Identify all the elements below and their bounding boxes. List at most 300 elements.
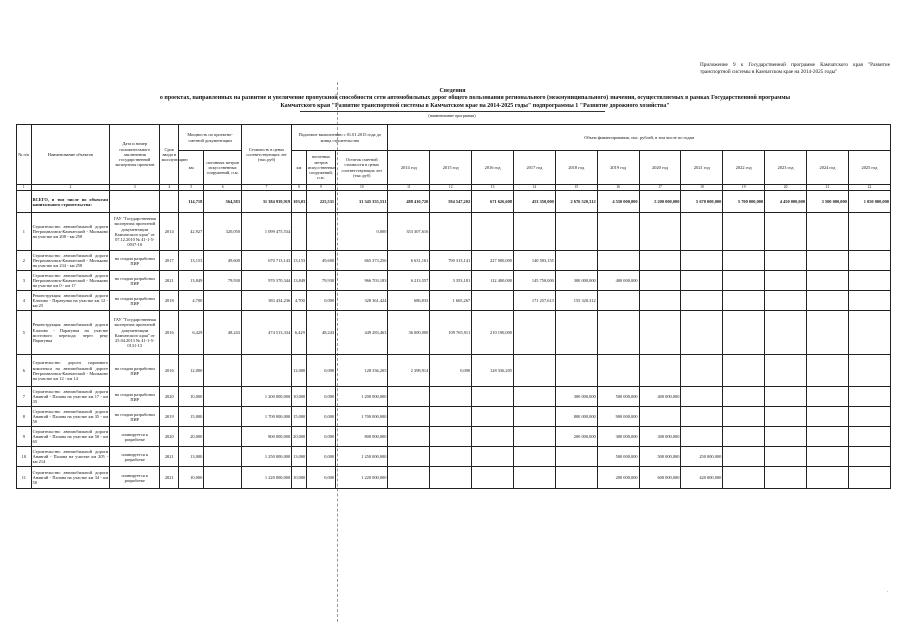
row-year-amount-cell bbox=[639, 355, 681, 387]
row-name-cell: Строительство дороги паромного комплекса на автомобильной дороге Петропавловск-Камчатский - Мильково на участке км 12 - км 14 bbox=[31, 355, 109, 387]
row-num-cell: 8 bbox=[17, 407, 32, 427]
row-year-amount-cell: 500 000,000 bbox=[597, 387, 639, 407]
row-year-amount-cell: 1 050 000,000 bbox=[848, 191, 890, 213]
header-term: Срок ввода в эксплуатацию bbox=[160, 125, 179, 185]
row-name-cell: ВСЕГО, в том числе по объектам капитального строительства: bbox=[31, 191, 109, 213]
row-year-amount-cell bbox=[723, 311, 765, 355]
row-year-amount-cell bbox=[681, 355, 723, 387]
row-remaining-cell: 449 283,463 bbox=[336, 311, 388, 355]
row-km-cell: 20,000 bbox=[179, 427, 204, 447]
row-year-amount-cell: 5 200 000,000 bbox=[639, 191, 681, 213]
table-row bbox=[17, 355, 891, 387]
row-done-km-cell: 4,700 bbox=[292, 291, 307, 311]
row-year-amount-cell bbox=[472, 447, 514, 467]
appendix-note: Приложение 9 к Государственной программе Камчатского края "Развитие транспортной системы в Камчатском крае на 2014-2025 годы" bbox=[700, 62, 890, 75]
row-term-cell: 2021 bbox=[160, 467, 179, 489]
column-number: 13 bbox=[472, 185, 514, 191]
row-year-amount-cell bbox=[639, 213, 681, 251]
row-done-km-cell: 10,000 bbox=[292, 467, 307, 489]
row-name-cell: Реконструкция автомобильной дороги Елизово - Паратунка на участке км 12 - км 25 bbox=[31, 291, 109, 311]
row-year-amount-cell bbox=[807, 311, 849, 355]
row-year-amount-cell: 353 307,616 bbox=[388, 213, 430, 251]
row-year-amount-cell bbox=[807, 251, 849, 271]
row-year-amount-cell: 671 626,608 bbox=[472, 191, 514, 213]
row-year-amount-cell bbox=[555, 311, 597, 355]
row-year-amount-cell bbox=[430, 467, 472, 489]
row-remaining-cell: 1 200 000,000 bbox=[336, 387, 388, 407]
row-term-cell: 2016 bbox=[160, 311, 179, 355]
row-remaining-cell: 328 361,424 bbox=[336, 291, 388, 311]
header-name: Наименование объектов bbox=[31, 125, 109, 185]
row-year-amount-cell bbox=[765, 311, 807, 355]
row-year-amount-cell bbox=[597, 311, 639, 355]
row-year-amount-cell bbox=[681, 291, 723, 311]
row-remaining-cell: 1 250 000,000 bbox=[336, 447, 388, 467]
header-cost: Стоимость в ценах соответствующих лет (тыс.руб) bbox=[241, 125, 291, 185]
row-year-amount-cell bbox=[681, 271, 723, 291]
column-number: 11 bbox=[388, 185, 430, 191]
row-bridges-cell bbox=[204, 407, 242, 427]
row-year-amount-cell bbox=[723, 355, 765, 387]
header-km: км bbox=[179, 151, 204, 185]
row-km-cell: 4,700 bbox=[179, 291, 204, 311]
row-doc-cell: на стадии разработки ПИР bbox=[110, 291, 160, 311]
row-year-amount-cell: 300 000,000 bbox=[597, 427, 639, 447]
row-term-cell: 2017 bbox=[160, 251, 179, 271]
header-year: 2014 год bbox=[388, 151, 430, 185]
table-row bbox=[17, 467, 891, 489]
table-row bbox=[17, 291, 891, 311]
row-bridges-cell: 564,583 bbox=[204, 191, 242, 213]
row-year-amount-cell: 171 257,613 bbox=[514, 291, 556, 311]
row-year-amount-cell: 488 410,720 bbox=[388, 191, 430, 213]
column-number: 5 bbox=[179, 185, 204, 191]
row-year-amount-cell bbox=[514, 355, 556, 387]
header-year: 2023 год bbox=[765, 151, 807, 185]
row-done-bridges-cell: 79,930 bbox=[306, 271, 335, 291]
row-bridges-cell: 48,243 bbox=[204, 311, 242, 355]
header-remaining: Остаток сметной стоимости в ценах соответствующих лет (тыс.руб) bbox=[336, 151, 388, 185]
row-year-amount-cell bbox=[765, 271, 807, 291]
row-year-amount-cell bbox=[555, 355, 597, 387]
row-remaining-cell: 128 336,205 bbox=[336, 355, 388, 387]
column-number: 3 bbox=[110, 185, 160, 191]
row-year-amount-cell bbox=[807, 427, 849, 447]
row-cost-cell: 1 200 000,000 bbox=[241, 387, 291, 407]
row-doc-cell: на стадии разработки ПИР bbox=[110, 251, 160, 271]
row-year-amount-cell: 1 665,267 bbox=[430, 291, 472, 311]
row-done-km-cell: 20,000 bbox=[292, 427, 307, 447]
row-year-amount-cell bbox=[765, 355, 807, 387]
header-year: 2017 год bbox=[514, 151, 556, 185]
column-number: 20 bbox=[765, 185, 807, 191]
row-km-cell: 6,429 bbox=[179, 311, 204, 355]
row-year-amount-cell bbox=[681, 311, 723, 355]
row-year-amount-cell: 36 000,000 bbox=[388, 311, 430, 355]
row-year-amount-cell bbox=[472, 213, 514, 251]
row-done-km-cell: 6,429 bbox=[292, 311, 307, 355]
row-doc-cell: на стадии разработки ПИР bbox=[110, 355, 160, 387]
row-year-amount-cell: 4 550 000,000 bbox=[597, 191, 639, 213]
row-doc-cell bbox=[110, 191, 160, 213]
row-year-amount-cell bbox=[848, 407, 890, 427]
row-year-amount-cell bbox=[514, 311, 556, 355]
row-year-amount-cell: 686,833 bbox=[388, 291, 430, 311]
row-year-amount-cell bbox=[848, 291, 890, 311]
row-cost-cell: 1 250 000,000 bbox=[241, 447, 291, 467]
row-year-amount-cell bbox=[848, 467, 890, 489]
row-year-amount-cell bbox=[514, 467, 556, 489]
table-row bbox=[17, 311, 891, 355]
row-year-amount-cell: 500 000,000 bbox=[639, 447, 681, 467]
row-bridges-cell: 79,930 bbox=[204, 271, 242, 291]
row-year-amount-cell bbox=[681, 387, 723, 407]
header-capacity-group: Мощность по проектно-сметной документации bbox=[179, 125, 242, 151]
row-year-amount-cell bbox=[765, 407, 807, 427]
scan-corner-mark: . bbox=[887, 588, 889, 594]
row-num-cell: 7 bbox=[17, 387, 32, 407]
row-year-amount-cell: 112 400,000 bbox=[472, 271, 514, 291]
row-year-amount-cell: 2 398,914 bbox=[388, 355, 430, 387]
row-year-amount-cell bbox=[681, 427, 723, 447]
row-year-amount-cell: 200 000,000 bbox=[597, 467, 639, 489]
table-row bbox=[17, 427, 891, 447]
row-year-amount-cell bbox=[597, 251, 639, 271]
column-number: 12 bbox=[430, 185, 472, 191]
column-number: 21 bbox=[807, 185, 849, 191]
row-year-amount-cell bbox=[597, 355, 639, 387]
column-number: 4 bbox=[160, 185, 179, 191]
row-year-amount-cell: 420 000,000 bbox=[681, 467, 723, 489]
row-year-amount-cell: 109 765,911 bbox=[430, 311, 472, 355]
row-done-bridges-cell: 0,000 bbox=[306, 427, 335, 447]
row-done-km-cell: 15,000 bbox=[292, 407, 307, 427]
row-doc-cell: ГАУ "Государственная экспертиза проектной документации Камчатского края" от 07.12.2010 № 41-1-5-0037-10 bbox=[110, 213, 160, 251]
row-bridges-cell bbox=[204, 387, 242, 407]
row-year-amount-cell: 300 000,000 bbox=[555, 387, 597, 407]
row-year-amount-cell: 4 450 000,000 bbox=[765, 191, 807, 213]
row-bridges-cell bbox=[204, 467, 242, 489]
row-year-amount-cell: 790 313,141 bbox=[430, 251, 472, 271]
row-year-amount-cell bbox=[472, 387, 514, 407]
row-year-amount-cell bbox=[430, 447, 472, 467]
row-year-amount-cell: 800 000,000 bbox=[555, 407, 597, 427]
row-year-amount-cell bbox=[807, 271, 849, 291]
column-number: 2 bbox=[31, 185, 109, 191]
row-cost-cell: 670 713,143 bbox=[241, 251, 291, 271]
column-number: 19 bbox=[723, 185, 765, 191]
row-num-cell: 10 bbox=[17, 447, 32, 467]
subtitle-underline bbox=[300, 111, 605, 112]
table-body bbox=[17, 185, 891, 489]
column-number: 22 bbox=[848, 185, 890, 191]
row-name-cell: Строительство автомобильной дороги Анавгай - Палана на участке км 17 - км 35 bbox=[31, 387, 109, 407]
row-doc-cell: на стадии разработки ПИР bbox=[110, 407, 160, 427]
row-cost-cell: 383 434,236 bbox=[241, 291, 291, 311]
row-year-amount-cell bbox=[681, 251, 723, 271]
row-done-bridges-cell: 48,243 bbox=[306, 311, 335, 355]
row-done-km-cell: 12,000 bbox=[292, 355, 307, 387]
row-name-cell: Строительство автомобильной дороги Петропавловск-Камчатский - Мильково на участке км 234 - км 258 bbox=[31, 251, 109, 271]
row-remaining-cell: 665 373,256 bbox=[336, 251, 388, 271]
row-num-cell: 4 bbox=[17, 291, 32, 311]
row-year-amount-cell bbox=[723, 387, 765, 407]
row-year-amount-cell bbox=[848, 427, 890, 447]
row-year-amount-cell: 6 213,557 bbox=[388, 271, 430, 291]
row-term-cell: 2014 bbox=[160, 213, 179, 251]
row-done-km-cell: 103,031 bbox=[292, 191, 307, 213]
row-name-cell: Строительство автомобильной дороги Петропавловск-Камчатский - Мильково на участке км 208 - км 258 bbox=[31, 213, 109, 251]
row-year-amount-cell bbox=[848, 213, 890, 251]
row-name-cell: Реконструкция автомобильной дороги Елизово - Паратунка на участке мостового перехода через реку Паратунка bbox=[31, 311, 109, 355]
row-year-amount-cell bbox=[597, 213, 639, 251]
row-year-amount-cell bbox=[639, 311, 681, 355]
header-num: № п/п bbox=[17, 125, 32, 185]
row-year-amount-cell bbox=[723, 291, 765, 311]
row-km-cell: 10,000 bbox=[179, 387, 204, 407]
row-year-amount-cell bbox=[639, 291, 681, 311]
table-row bbox=[17, 407, 891, 427]
table-row bbox=[17, 447, 891, 467]
row-doc-cell: на стадии разработки ПИР bbox=[110, 271, 160, 291]
row-year-amount-cell bbox=[472, 407, 514, 427]
row-cost-cell: 1 220 000,000 bbox=[241, 467, 291, 489]
row-done-bridges-cell: 0,000 bbox=[306, 467, 335, 489]
row-year-amount-cell: 5 670 000,000 bbox=[681, 191, 723, 213]
column-number: 1 bbox=[17, 185, 32, 191]
row-name-cell: Строительство автомобильной дороги Петропавловск-Камчатский - Мильково на участке км 0 - км 17 bbox=[31, 271, 109, 291]
row-remaining-cell: 966 703,183 bbox=[336, 271, 388, 291]
row-year-amount-cell bbox=[807, 467, 849, 489]
header-year: 2019 год bbox=[597, 151, 639, 185]
row-name-cell: Строительство автомобильной дороги Анавгай - Палана на участке км 34 - км 50 bbox=[31, 467, 109, 489]
header-year: 2025 год bbox=[848, 151, 890, 185]
row-cost-cell: 1 700 000,000 bbox=[241, 407, 291, 427]
row-bridges-cell: 320,050 bbox=[204, 213, 242, 251]
header-year: 2018 год bbox=[555, 151, 597, 185]
row-year-amount-cell: 600 000,000 bbox=[639, 467, 681, 489]
header-year: 2024 год bbox=[807, 151, 849, 185]
row-done-km-cell: 13,153 bbox=[292, 251, 307, 271]
row-year-amount-cell bbox=[388, 467, 430, 489]
row-cost-cell bbox=[241, 355, 291, 387]
row-year-amount-cell: 400 000,000 bbox=[597, 271, 639, 291]
row-year-amount-cell bbox=[514, 407, 556, 427]
row-year-amount-cell bbox=[514, 447, 556, 467]
row-term-cell: 2018 bbox=[160, 291, 179, 311]
row-year-amount-cell: 3 353,181 bbox=[430, 271, 472, 291]
row-bridges-cell bbox=[204, 291, 242, 311]
document-title: Сведения bbox=[439, 88, 466, 94]
row-year-amount-cell bbox=[597, 291, 639, 311]
row-year-amount-cell bbox=[472, 291, 514, 311]
row-year-amount-cell bbox=[807, 447, 849, 467]
row-done-bridges-cell: 0,000 bbox=[306, 387, 335, 407]
row-done-km-cell: 10,000 bbox=[292, 387, 307, 407]
row-name-cell: Строительство автомобильной дороги Анавгай - Палана на участке км 50 - км 65 bbox=[31, 427, 109, 447]
table-row bbox=[17, 213, 891, 251]
row-year-amount-cell bbox=[848, 355, 890, 387]
row-term-cell: 2019 bbox=[160, 407, 179, 427]
column-number: 14 bbox=[514, 185, 556, 191]
row-km-cell: 10,000 bbox=[179, 467, 204, 489]
row-year-amount-cell: 128 336,205 bbox=[472, 355, 514, 387]
row-year-amount-cell: 0,000 bbox=[430, 355, 472, 387]
row-bridges-cell bbox=[204, 447, 242, 467]
row-year-amount-cell bbox=[848, 387, 890, 407]
row-year-amount-cell bbox=[555, 251, 597, 271]
column-number: 8 bbox=[292, 185, 307, 191]
row-year-amount-cell bbox=[681, 407, 723, 427]
row-year-amount-cell: 500 000,000 bbox=[597, 447, 639, 467]
row-year-amount-cell bbox=[723, 447, 765, 467]
row-done-bridges-cell: 0,000 bbox=[306, 407, 335, 427]
column-number: 10 bbox=[336, 185, 388, 191]
row-year-amount-cell: 2 676 520,312 bbox=[555, 191, 597, 213]
row-year-amount-cell bbox=[765, 447, 807, 467]
row-year-amount-cell: 3 500 000,000 bbox=[807, 191, 849, 213]
row-year-amount-cell bbox=[430, 387, 472, 407]
row-year-amount-cell: 140 583,155 bbox=[514, 251, 556, 271]
row-done-bridges-cell: 49,600 bbox=[306, 251, 335, 271]
program-name-note: (наименование программы) bbox=[428, 113, 476, 118]
row-year-amount-cell: 453 350,000 bbox=[514, 191, 556, 213]
row-year-amount-cell bbox=[388, 387, 430, 407]
header-bridges: погонных метров искусственных сооружений, п.м. bbox=[204, 151, 242, 185]
row-year-amount-cell bbox=[848, 251, 890, 271]
row-year-amount-cell: 300 000,000 bbox=[639, 427, 681, 447]
projects-table bbox=[16, 124, 891, 489]
header-funding-group: Объем финансирования, тыс. рублей, в том числе по годам bbox=[388, 125, 891, 151]
row-year-amount-cell bbox=[848, 311, 890, 355]
row-year-amount-cell bbox=[723, 271, 765, 291]
row-doc-cell: планируется к разработке bbox=[110, 467, 160, 489]
row-year-amount-cell bbox=[514, 213, 556, 251]
row-km-cell: 42,927 bbox=[179, 213, 204, 251]
row-km-cell: 13,153 bbox=[179, 251, 204, 271]
row-doc-cell: планируется к разработке bbox=[110, 427, 160, 447]
row-year-amount-cell: 227 000,000 bbox=[472, 251, 514, 271]
row-km-cell: 12,000 bbox=[179, 355, 204, 387]
row-year-amount-cell bbox=[723, 251, 765, 271]
row-year-amount-cell bbox=[723, 407, 765, 427]
row-year-amount-cell: 145 750,000 bbox=[514, 271, 556, 291]
header-year: 2022 год bbox=[723, 151, 765, 185]
row-done-bridges-cell: 0,000 bbox=[306, 447, 335, 467]
column-number: 16 bbox=[597, 185, 639, 191]
row-done-bridges-cell: 0,000 bbox=[306, 291, 335, 311]
row-done-bridges-cell: 225,531 bbox=[306, 191, 335, 213]
row-done-km-cell: 13,849 bbox=[292, 271, 307, 291]
row-year-amount-cell: 6 631,161 bbox=[388, 251, 430, 271]
row-year-amount-cell: 400 000,000 bbox=[639, 387, 681, 407]
row-year-amount-cell bbox=[514, 387, 556, 407]
row-cost-cell: 800 000,000 bbox=[241, 427, 291, 447]
row-year-amount-cell bbox=[388, 427, 430, 447]
column-number: 7 bbox=[241, 185, 291, 191]
row-done-km-cell: 13,000 bbox=[292, 447, 307, 467]
row-year-amount-cell: 5 700 000,000 bbox=[723, 191, 765, 213]
document-subtitle: о проектах, направленных на развитие и увеличение пропускной способности сети автомобильных дорог общего пользования регионального (межмуниципального) значения, осуществляемых в рамках Государственной программы Камчатского края "Развитие транспортной системы в Камчатском крае на 2014-2025 годы" подпрограммы 1 "Развитие дорожного хозяйства" bbox=[159, 95, 791, 109]
column-number: 6 bbox=[204, 185, 242, 191]
row-year-amount-cell bbox=[807, 387, 849, 407]
row-name-cell: Строительство автомобильной дороги Анавгай - Палана на участке км 205 - км 214 bbox=[31, 447, 109, 467]
row-remaining-cell: 0,000 bbox=[336, 213, 388, 251]
row-bridges-cell bbox=[204, 427, 242, 447]
row-term-cell: 2016 bbox=[160, 355, 179, 387]
row-year-amount-cell: 155 320,312 bbox=[555, 291, 597, 311]
row-bridges-cell: 49,600 bbox=[204, 251, 242, 271]
table-row bbox=[17, 271, 891, 291]
table-row bbox=[17, 251, 891, 271]
row-year-amount-cell bbox=[723, 213, 765, 251]
row-year-amount-cell bbox=[765, 427, 807, 447]
row-year-amount-cell bbox=[639, 251, 681, 271]
row-num-cell: 5 bbox=[17, 311, 32, 355]
row-km-cell: 13,000 bbox=[179, 447, 204, 467]
row-term-cell bbox=[160, 191, 179, 213]
row-year-amount-cell bbox=[472, 427, 514, 447]
table-row bbox=[17, 387, 891, 407]
row-doc-cell: ГАУ "Государственная экспертиза проектной документации Камчатского края" от 25.04.2013 № 41-1-5-0131-13 bbox=[110, 311, 160, 355]
row-year-amount-cell bbox=[765, 213, 807, 251]
row-num-cell: 9 bbox=[17, 427, 32, 447]
row-year-amount-cell bbox=[765, 251, 807, 271]
row-year-amount-cell bbox=[514, 427, 556, 447]
row-num-cell: 3 bbox=[17, 271, 32, 291]
row-remaining-cell: 1 220 000,000 bbox=[336, 467, 388, 489]
row-year-amount-cell bbox=[430, 213, 472, 251]
row-cost-cell: 31 384 939,919 bbox=[241, 191, 291, 213]
header-year: 2021 год bbox=[681, 151, 723, 185]
row-year-amount-cell bbox=[555, 213, 597, 251]
row-year-amount-cell bbox=[430, 427, 472, 447]
row-term-cell: 2020 bbox=[160, 427, 179, 447]
row-num-cell bbox=[17, 191, 32, 213]
row-year-amount-cell bbox=[555, 467, 597, 489]
header-year: 2020 год bbox=[639, 151, 681, 185]
row-year-amount-cell bbox=[388, 447, 430, 467]
column-number: 15 bbox=[555, 185, 597, 191]
row-remaining-cell: 800 000,000 bbox=[336, 427, 388, 447]
row-doc-cell: планируется к разработке bbox=[110, 447, 160, 467]
row-year-amount-cell bbox=[388, 407, 430, 427]
row-year-amount-cell bbox=[807, 407, 849, 427]
row-cost-cell: 970 370,344 bbox=[241, 271, 291, 291]
row-year-amount-cell: 300 000,000 bbox=[555, 271, 597, 291]
row-year-amount-cell: 594 547,202 bbox=[430, 191, 472, 213]
row-year-amount-cell: 210 190,000 bbox=[472, 311, 514, 355]
row-num-cell: 6 bbox=[17, 355, 32, 387]
row-km-cell: 13,849 bbox=[179, 271, 204, 291]
row-num-cell: 2 bbox=[17, 251, 32, 271]
row-year-amount-cell bbox=[848, 271, 890, 291]
row-bridges-cell bbox=[204, 355, 242, 387]
row-year-amount-cell bbox=[807, 355, 849, 387]
row-done-km-cell bbox=[292, 213, 307, 251]
row-year-amount-cell bbox=[723, 427, 765, 447]
header-done-bridges: погонных метров искусственных сооружений, п.м. bbox=[306, 151, 335, 185]
row-year-amount-cell bbox=[472, 467, 514, 489]
row-year-amount-cell bbox=[807, 291, 849, 311]
column-number: 18 bbox=[681, 185, 723, 191]
column-number: 9 bbox=[306, 185, 335, 191]
header-doc: Дата и номер положительного заключения государственной экспертизы проектов bbox=[110, 125, 160, 185]
row-done-bridges-cell bbox=[306, 213, 335, 251]
row-doc-cell: на стадии разработки ПИР bbox=[110, 387, 160, 407]
row-term-cell: 2021 bbox=[160, 447, 179, 467]
row-name-cell: Строительство автомобильной дороги Анавгай - Палана на участке км 35 - км 50 bbox=[31, 407, 109, 427]
